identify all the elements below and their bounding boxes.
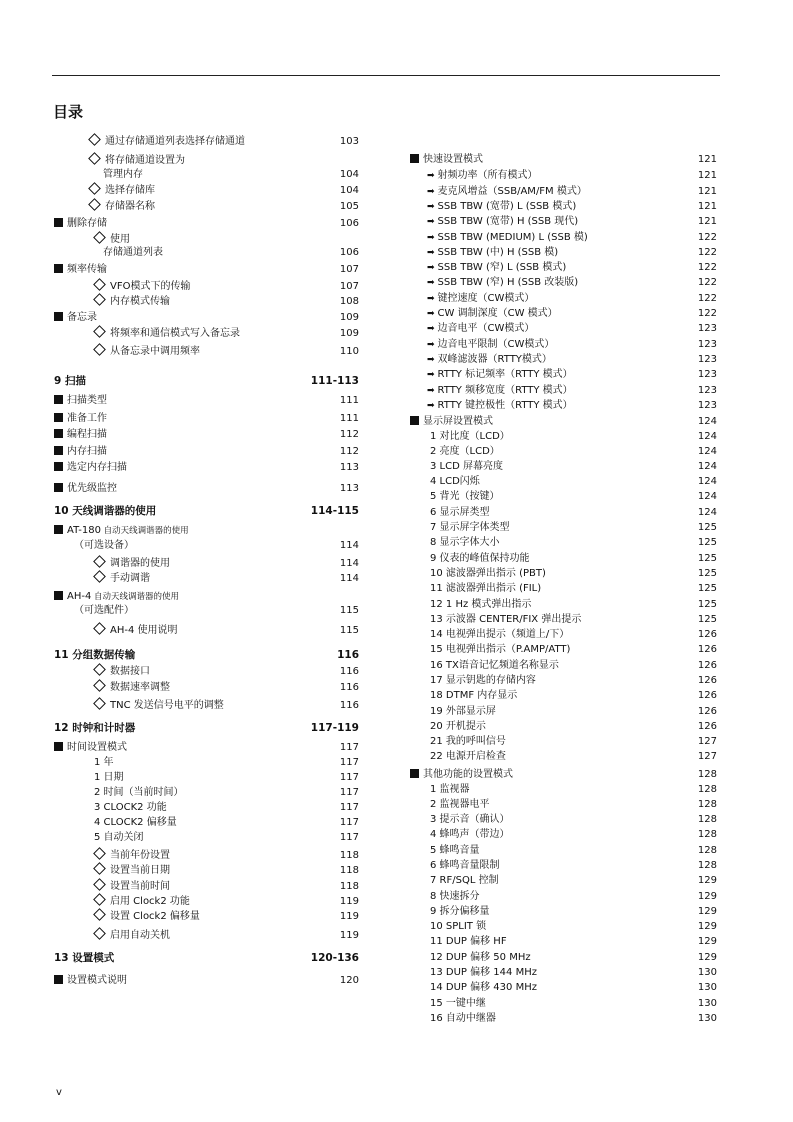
- toc-entry-label: 10 滤波器弹出指示 (PBT): [430, 568, 546, 579]
- toc-entry-label: 21 我的呼叫信号: [430, 736, 506, 747]
- toc-entry-label: 当前年份设置: [110, 850, 170, 861]
- toc-page-number: 117: [339, 742, 359, 753]
- toc-page-number: 116: [339, 666, 359, 677]
- toc-page-number: 120: [339, 975, 359, 986]
- toc-page-number: 126: [697, 644, 717, 655]
- toc-entry-label: 11 分组数据传输: [54, 649, 136, 661]
- arrow-bullet-icon: ➡: [427, 386, 435, 396]
- toc-entry-label: 3 CLOCK2 功能: [94, 802, 167, 813]
- diamond-bullet-icon: [93, 663, 106, 676]
- toc-page-number: 123: [697, 369, 717, 380]
- toc-entry-label: 9 仪表的峰值保持功能: [430, 553, 530, 564]
- toc-page-number: 123: [697, 339, 717, 350]
- arrow-bullet-icon: ➡: [427, 233, 435, 243]
- arrow-bullet-icon: ➡: [427, 202, 435, 212]
- toc-page-number: 124: [697, 476, 717, 487]
- toc-entry-label: 16 TX语音记忆频道名称显示: [430, 660, 559, 671]
- toc-page-number: 114: [339, 540, 359, 551]
- toc-entry-label: 手动调谐: [110, 573, 150, 584]
- toc-page-number: 122: [697, 232, 717, 243]
- toc-page-number: 128: [697, 829, 717, 840]
- toc-page-number: 116: [339, 700, 359, 711]
- toc-page-number: 110: [339, 346, 359, 357]
- toc-page-number: 127: [697, 736, 717, 747]
- toc-entry-label: 14 电视弹出提示（频道上/下）: [430, 629, 570, 640]
- toc-page-number: 126: [697, 706, 717, 717]
- toc-entry-label: 3 提示音（确认）: [430, 814, 510, 825]
- toc-entry-label: RTTY 标记频率（RTTY 模式）: [437, 369, 573, 380]
- toc-page-number: 117-119: [310, 722, 359, 734]
- toc-entry-label: 启用自动关机: [110, 930, 170, 941]
- diamond-bullet-icon: [93, 893, 106, 906]
- toc-page-number: 117: [339, 772, 359, 783]
- toc-entry-label: 10 SPLIT 锁: [430, 921, 487, 932]
- toc-entry-label: 2 监视器电平: [430, 799, 490, 810]
- toc-entry-label: 20 开机提示: [430, 721, 486, 732]
- toc-page-number: 115: [339, 605, 359, 616]
- page-number: v: [56, 1087, 62, 1098]
- toc-page-number: 123: [697, 385, 717, 396]
- toc-entry-label: 使用: [110, 234, 130, 245]
- toc-page-number: 121: [697, 216, 717, 227]
- toc-page-number: 117: [339, 802, 359, 813]
- toc-page-number: 111: [339, 413, 359, 424]
- toc-page-number: 124: [697, 491, 717, 502]
- diamond-bullet-icon: [93, 927, 106, 940]
- toc-page-number: 125: [697, 568, 717, 579]
- toc-entry-label: 12 DUP 偏移 50 MHz: [430, 952, 531, 963]
- toc-entry-label: 4 CLOCK2 偏移量: [94, 817, 177, 828]
- toc-page-number: 115: [339, 625, 359, 636]
- toc-page-number: 128: [697, 845, 717, 856]
- toc-page-number: 126: [697, 690, 717, 701]
- diamond-bullet-icon: [93, 555, 106, 568]
- toc-entry-label: 12 1 Hz 模式弹出指示: [430, 599, 532, 610]
- toc-entry-label: 6 蜂鸣音量限制: [430, 860, 500, 871]
- square-bullet-icon: [54, 462, 63, 471]
- toc-entry-label: 16 自动中继器: [430, 1013, 496, 1024]
- square-bullet-icon: [54, 429, 63, 438]
- toc-page-number: 109: [339, 312, 359, 323]
- toc-entry-label: 5 蜂鸣音量: [430, 845, 480, 856]
- toc-page-number: 130: [697, 1013, 717, 1024]
- toc-page-number: 116: [339, 682, 359, 693]
- diamond-bullet-icon: [93, 908, 106, 921]
- diamond-bullet-icon: [88, 182, 101, 195]
- toc-page-number: 129: [697, 936, 717, 947]
- diamond-bullet-icon: [93, 878, 106, 891]
- toc-page-number: 113: [339, 483, 359, 494]
- diamond-bullet-icon: [88, 198, 101, 211]
- toc-page-number: 112: [339, 446, 359, 457]
- toc-page-number: 129: [697, 906, 717, 917]
- diamond-bullet-icon: [93, 847, 106, 860]
- toc-page-number: 128: [697, 784, 717, 795]
- toc-page-number: 122: [697, 262, 717, 273]
- toc-page-number: 116: [337, 649, 359, 661]
- toc-entry-label: 显示屏设置模式: [423, 416, 493, 427]
- toc-entry-label: 13 设置模式: [54, 952, 115, 964]
- toc-page-number: 121: [697, 170, 717, 181]
- toc-page-number: 117: [339, 817, 359, 828]
- toc-entry-label: 设置 Clock2 偏移量: [110, 911, 200, 922]
- toc-page-number: 106: [339, 218, 359, 229]
- toc-entry-label: 数据接口: [110, 666, 150, 677]
- toc-entry-label: 4 LCD闪烁: [430, 476, 480, 487]
- arrow-bullet-icon: ➡: [427, 309, 435, 319]
- toc-entry-label: 2 亮度（LCD）: [430, 446, 500, 457]
- toc-page-number: 121: [697, 154, 717, 165]
- toc-page-number: 117: [339, 787, 359, 798]
- toc-entry-label: 7 显示屏字体类型: [430, 522, 510, 533]
- toc-page-number: 124: [697, 416, 717, 427]
- toc-page-number: 128: [697, 814, 717, 825]
- toc-entry-label: 快速设置模式: [423, 154, 483, 165]
- toc-page-number: 107: [339, 264, 359, 275]
- toc-entry-label: 5 自动关闭: [94, 832, 144, 843]
- toc-page-number: 121: [697, 186, 717, 197]
- toc-page-number: 128: [697, 769, 717, 780]
- toc-entry-label: SSB TBW (宽带) L (SSB 模式): [437, 201, 577, 212]
- toc-page-number: 114: [339, 573, 359, 584]
- toc-entry-label: 10 天线调谐器的使用: [54, 505, 157, 517]
- toc-page-number: 125: [697, 553, 717, 564]
- toc-entry-label: 启用 Clock2 功能: [110, 896, 190, 907]
- diamond-bullet-icon: [93, 231, 106, 244]
- toc-page-number: 124: [697, 446, 717, 457]
- toc-entry-sublabel: 自动天线调谐器的使用: [91, 592, 180, 602]
- toc-entry-label: 通过存储通道列表选择存储通道: [105, 136, 245, 147]
- toc-entry-label: 15 电视弹出指示（P.AMP/ATT): [430, 644, 571, 655]
- toc-entry-label: 存储器名称: [105, 201, 155, 212]
- toc-entry-label: VFO模式下的传输: [110, 281, 191, 292]
- toc-page-number: 125: [697, 583, 717, 594]
- square-bullet-icon: [54, 483, 63, 492]
- toc-page-number: 104: [339, 169, 359, 180]
- toc-page-number: 119: [339, 911, 359, 922]
- toc-entry-label: 备忘录: [67, 312, 97, 323]
- toc-entry-label: 4 蜂鸣声（带边）: [430, 829, 510, 840]
- arrow-bullet-icon: ➡: [427, 278, 435, 288]
- arrow-bullet-icon: ➡: [427, 355, 435, 365]
- toc-entry-label: CW 调制深度（CW 模式）: [437, 308, 558, 319]
- diamond-bullet-icon: [93, 325, 106, 338]
- toc-page-number: 130: [697, 998, 717, 1009]
- square-bullet-icon: [410, 416, 419, 425]
- toc-page-number: 124: [697, 461, 717, 472]
- diamond-bullet-icon: [93, 570, 106, 583]
- toc-page-number: 106: [339, 247, 359, 258]
- toc-entry-label: 17 显示钥匙的存储内容: [430, 675, 536, 686]
- arrow-bullet-icon: ➡: [427, 187, 435, 197]
- toc-entry-label: 麦克风增益（SSB/AM/FM 模式）: [437, 186, 587, 197]
- toc-page-number: 108: [339, 296, 359, 307]
- toc-entry-label: 调谐器的使用: [110, 558, 170, 569]
- diamond-bullet-icon: [88, 152, 101, 165]
- toc-entry-label: 2 时间（当前时间）: [94, 787, 184, 798]
- toc-entry-label: 将存储通道设置为: [105, 155, 185, 166]
- toc-entry-label: 19 外部显示屏: [430, 706, 496, 717]
- toc-entry-label: 9 拆分偏移量: [430, 906, 490, 917]
- toc-entry-label: 7 RF/SQL 控制: [430, 875, 499, 886]
- toc-entry-label: 双峰滤波器（RTTY模式）: [437, 354, 552, 365]
- toc-entry-label: 6 显示屏类型: [430, 507, 490, 518]
- page-title: 目录: [53, 103, 84, 121]
- diamond-bullet-icon: [93, 293, 106, 306]
- toc-entry-label: RTTY 频移宽度（RTTY 模式）: [437, 385, 573, 396]
- toc-page-number: 117: [339, 757, 359, 768]
- toc-page-number: 126: [697, 675, 717, 686]
- square-bullet-icon: [54, 264, 63, 273]
- square-bullet-icon: [54, 975, 63, 984]
- toc-page-number: 122: [697, 293, 717, 304]
- toc-page-number: 114-115: [310, 505, 359, 517]
- toc-page-number: 124: [697, 507, 717, 518]
- diamond-bullet-icon: [93, 697, 106, 710]
- arrow-bullet-icon: ➡: [427, 294, 435, 304]
- toc-entry-label: 准备工作: [67, 413, 107, 424]
- toc-page-number: 123: [697, 323, 717, 334]
- toc-entry-label: 11 DUP 偏移 HF: [430, 936, 507, 947]
- toc-page-number: 118: [339, 865, 359, 876]
- toc-entry-label: 选择存储库: [105, 185, 155, 196]
- toc-page-number: 118: [339, 881, 359, 892]
- diamond-bullet-icon: [93, 862, 106, 875]
- toc-entry-label: 1 日期: [94, 772, 124, 783]
- toc-page-number: 125: [697, 599, 717, 610]
- square-bullet-icon: [54, 395, 63, 404]
- toc-entry-label: SSB TBW (窄) H (SSB 改装版): [437, 277, 579, 288]
- toc-page-number: 112: [339, 429, 359, 440]
- arrow-bullet-icon: ➡: [427, 263, 435, 273]
- toc-entry-label: 8 显示字体大小: [430, 537, 500, 548]
- toc-page-number: 129: [697, 952, 717, 963]
- toc-entry-label: 12 时钟和计时器: [54, 722, 136, 734]
- toc-page-number: 130: [697, 967, 717, 978]
- square-bullet-icon: [54, 413, 63, 422]
- toc-page-number: 125: [697, 537, 717, 548]
- toc-entry-label: 14 DUP 偏移 430 MHz: [430, 982, 537, 993]
- toc-page-number: 107: [339, 281, 359, 292]
- toc-entry-label: 存储通道列表: [103, 247, 163, 258]
- toc-entry-label: 内存模式传输: [110, 296, 170, 307]
- toc-entry-label: SSB TBW (中) H (SSB 模): [437, 247, 559, 258]
- toc-entry-label: 15 一键中继: [430, 998, 486, 1009]
- toc-entry-label: 13 DUP 偏移 144 MHz: [430, 967, 537, 978]
- diamond-bullet-icon: [93, 679, 106, 692]
- toc-page-number: 122: [697, 247, 717, 258]
- toc-entry-label: RTTY 键控极性（RTTY 模式）: [437, 400, 573, 411]
- square-bullet-icon: [54, 446, 63, 455]
- toc-page-number: 114: [339, 558, 359, 569]
- toc-page-number: 119: [339, 896, 359, 907]
- toc-page-number: 125: [697, 614, 717, 625]
- toc-entry-label: 9 扫描: [54, 375, 86, 387]
- toc-page-number: 111: [339, 395, 359, 406]
- toc-page-number: 125: [697, 522, 717, 533]
- toc-entry-label: SSB TBW (窄) L (SSB 模式): [437, 262, 567, 273]
- toc-page-number: 124: [697, 431, 717, 442]
- toc-page-number: 128: [697, 799, 717, 810]
- arrow-bullet-icon: ➡: [427, 324, 435, 334]
- toc-entry-label: 设置当前日期: [110, 865, 170, 876]
- toc-entry-label: 13 示波器 CENTER/FIX 弹出提示: [430, 614, 582, 625]
- toc-page-number: 117: [339, 832, 359, 843]
- toc-page-number: 129: [697, 921, 717, 932]
- toc-entry-label: 8 快速拆分: [430, 891, 480, 902]
- toc-page-number: 126: [697, 721, 717, 732]
- arrow-bullet-icon: ➡: [427, 248, 435, 258]
- toc-page-number: 129: [697, 875, 717, 886]
- toc-page-number: 122: [697, 277, 717, 288]
- square-bullet-icon: [410, 154, 419, 163]
- toc-entry-label: 频率传输: [67, 264, 107, 275]
- toc-page-number: 118: [339, 850, 359, 861]
- toc-entry-label: 优先级监控: [67, 483, 117, 494]
- toc-entry-label: 选定内存扫描: [67, 462, 127, 473]
- toc-entry-label: 1 对比度（LCD）: [430, 431, 510, 442]
- square-bullet-icon: [54, 742, 63, 751]
- toc-entry-label: 1 监视器: [430, 784, 470, 795]
- toc-page-number: 103: [339, 136, 359, 147]
- toc-entry-label: 边音电平限制（CW模式）: [437, 339, 555, 350]
- toc-page-number: 123: [697, 354, 717, 365]
- toc-entry-label: 将频率和通信模式写入备忘录: [110, 328, 240, 339]
- toc-entry-label: 射频功率（所有模式）: [437, 170, 538, 181]
- toc-page-number: 113: [339, 462, 359, 473]
- toc-entry-label: 从备忘录中调用频率: [110, 346, 200, 357]
- toc-entry-label: 边音电平（CW模式）: [437, 323, 535, 334]
- toc-entry-label: 设置当前时间: [110, 881, 170, 892]
- toc-page-number: 121: [697, 201, 717, 212]
- toc-entry-label: 其他功能的设置模式: [423, 769, 513, 780]
- toc-entry-label: 3 LCD 屏幕亮度: [430, 461, 503, 472]
- toc-page-number: 129: [697, 891, 717, 902]
- toc-entry-label: TNC 发送信号电平的调整: [110, 700, 224, 711]
- toc-page-number: 127: [697, 751, 717, 762]
- toc-entry-label: AH-4 使用说明: [110, 625, 178, 636]
- toc-entry-label: 删除存储: [67, 218, 107, 229]
- square-bullet-icon: [54, 218, 63, 227]
- toc-entry-label: （可选设备）: [74, 540, 134, 551]
- arrow-bullet-icon: ➡: [427, 370, 435, 380]
- toc-page-number: 126: [697, 629, 717, 640]
- toc-page-number: 130: [697, 982, 717, 993]
- toc-page-number: 119: [339, 930, 359, 941]
- toc-entry-label: 时间设置模式: [67, 742, 127, 753]
- toc-page-number: 109: [339, 328, 359, 339]
- toc-entry-label: 22 电源开启检查: [430, 751, 506, 762]
- toc-page-number: 128: [697, 860, 717, 871]
- toc-entry-sublabel: 自动天线调谐器的使用: [100, 526, 189, 536]
- toc-entry-label: 扫描类型: [67, 395, 107, 406]
- toc-entry-label: 编程扫描: [67, 429, 107, 440]
- toc-entry-label: AT-180: [67, 525, 101, 536]
- toc-entry-label: 11 滤波器弹出指示 (FIL): [430, 583, 542, 594]
- toc-page-number: 123: [697, 400, 717, 411]
- diamond-bullet-icon: [93, 622, 106, 635]
- toc-entry-label: 5 背光（按键）: [430, 491, 500, 502]
- toc-entry-label: （可选配件）: [74, 605, 134, 616]
- square-bullet-icon: [54, 525, 63, 534]
- toc-page-number: 111-113: [310, 375, 359, 387]
- toc-page-number: 126: [697, 660, 717, 671]
- toc-page-number: 122: [697, 308, 717, 319]
- toc-entry-label: 键控速度（CW模式）: [437, 293, 535, 304]
- toc-entry-label: SSB TBW (MEDIUM) L (SSB 模): [437, 232, 588, 243]
- toc-entry-label: AH-4: [67, 591, 92, 602]
- toc-entry-label: 1 年: [94, 757, 114, 768]
- square-bullet-icon: [54, 591, 63, 600]
- toc-page-number: 120-136: [310, 952, 359, 964]
- arrow-bullet-icon: ➡: [427, 217, 435, 227]
- toc-entry-label: 管理内存: [103, 169, 143, 180]
- diamond-bullet-icon: [93, 343, 106, 356]
- toc-entry-label: 内存扫描: [67, 446, 107, 457]
- square-bullet-icon: [410, 769, 419, 778]
- arrow-bullet-icon: ➡: [427, 401, 435, 411]
- toc-entry-label: 18 DTMF 内存显示: [430, 690, 518, 701]
- diamond-bullet-icon: [93, 278, 106, 291]
- top-rule: [52, 75, 720, 76]
- toc-page-number: 105: [339, 201, 359, 212]
- diamond-bullet-icon: [88, 133, 101, 146]
- toc-entry-label: SSB TBW (宽带) H (SSB 现代): [437, 216, 579, 227]
- arrow-bullet-icon: ➡: [427, 340, 435, 350]
- toc-entry-label: 设置模式说明: [67, 975, 127, 986]
- toc-page-number: 104: [339, 185, 359, 196]
- arrow-bullet-icon: ➡: [427, 171, 435, 181]
- square-bullet-icon: [54, 312, 63, 321]
- toc-entry-label: 数据速率调整: [110, 682, 170, 693]
